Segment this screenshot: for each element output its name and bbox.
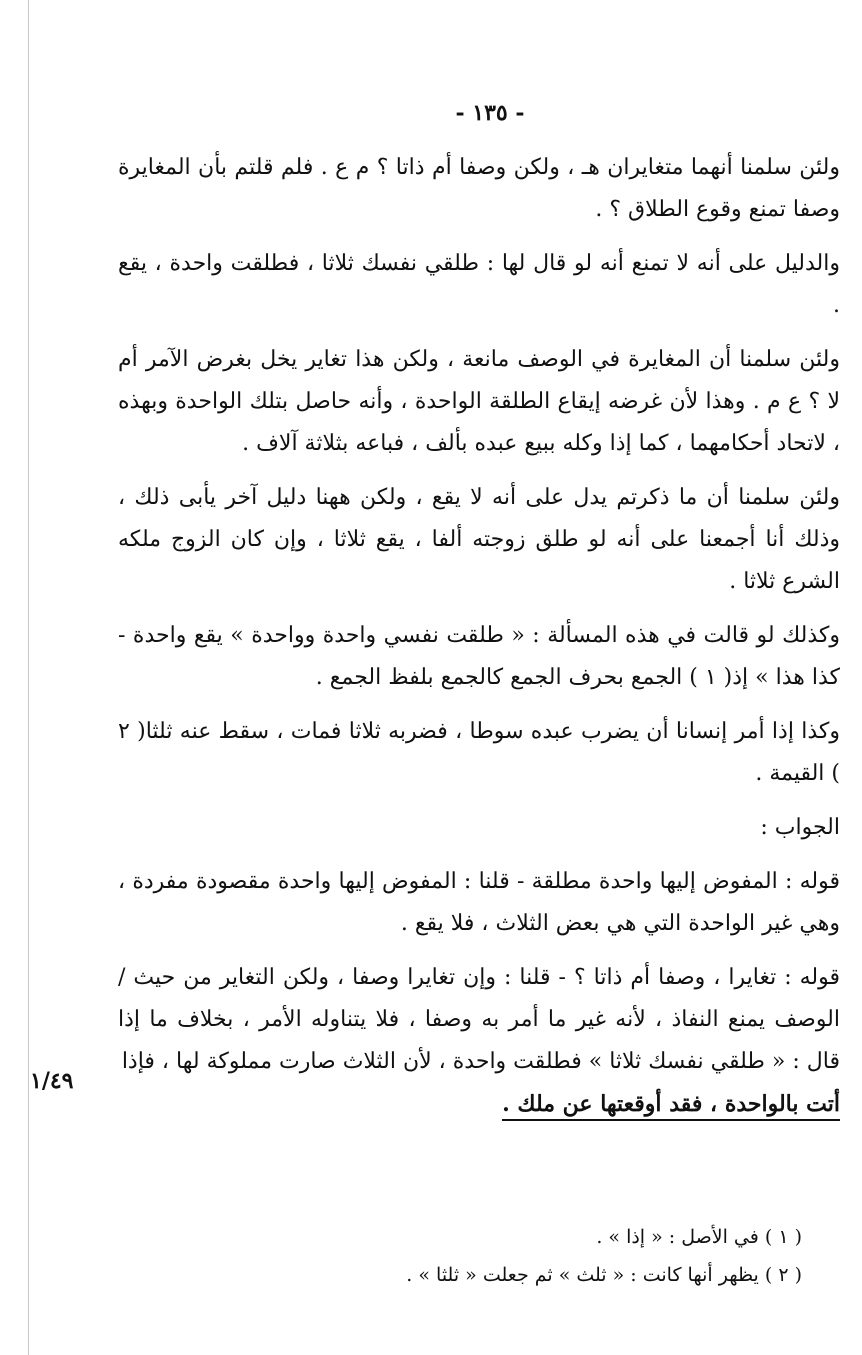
paragraph-3: ولئن سلمنا أن المغايرة في الوصف مانعة ، ولكن هذا تغاير يخل بغرض الآمر أم لا ؟ ع م . وهذا لأن غرضه إيقاع الطلقة الواحدة ، وأنه حاصل بتلك الواحدة وبهذه ، لاتحاد أحكامهما ، كما إذا وكله ببيع عبده بألف ، فباعه بثلاثة آلاف . xyxy=(118,347,840,456)
paragraph-4: ولئن سلمنا أن ما ذكرتم يدل على أنه لا يقع ، ولكن ههنا دليل آخر يأبى ذلك ، وذلك أنا أجمعنا على أنه لو طلق زوجته ألفا ، يقع ثلاثا ، وإن كان الزوج ملكه الشرع ثلاثا . xyxy=(118,485,840,594)
side-folio-note: ١/٤٩ xyxy=(30,1068,74,1094)
answer-closing-line: أتت بالواحدة ، فقد أوقعتها عن ملك . xyxy=(502,1091,840,1121)
answer-closing xyxy=(118,1083,840,1125)
paragraph-1: ولئن سلمنا أنهما متغايران هـ ، ولكن وصفا أم ذاتا ؟ م ع . فلم قلتم بأن المغايرة وصفا تمنع وقوع الطلاق ؟ . xyxy=(118,155,840,222)
page-number: - ١٣٥ - xyxy=(455,100,525,126)
paragraph-2: والدليل على أنه لا تمنع أنه لو قال لها : طلقي نفسك ثلاثا ، فطلقت واحدة ، يقع . xyxy=(118,251,840,318)
main-text xyxy=(118,147,840,1137)
answer-paragraph-1: قوله : المفوض إليها واحدة مطلقة - قلنا : المفوض إليها واحدة مقصودة مفردة ، وهي غير الواحدة التي هي بعض الثلاث ، فلا يقع . xyxy=(118,869,840,936)
paragraph-6: وكذا إذا أمر إنسانا أن يضرب عبده سوطا ، فضربه ثلاثا فمات ، سقط عنه ثلثا( ٢ ) القيمة . xyxy=(118,719,840,786)
answer-heading: الجواب : xyxy=(760,815,840,840)
footnote-2: ( ٢ ) يظهر أنها كانت : « ثلث » ثم جعلت « ثلثا » . xyxy=(406,1264,802,1286)
footnote-1: ( ١ ) في الأصل : « إذا » . xyxy=(596,1226,802,1248)
paragraph-5: وكذلك لو قالت في هذه المسألة : « طلقت نفسي واحدة وواحدة » يقع واحدة - كذا هذا » إذ( ١ ) الجمع بحرف الجمع كالجمع بلفظ الجمع . xyxy=(118,623,840,690)
footnotes xyxy=(302,1218,802,1294)
answer-paragraph-2: قوله : تغايرا ، وصفا أم ذاتا ؟ - قلنا : وإن تغايرا وصفا ، ولكن التغاير من حيث / الوصف يمنع النفاذ ، لأنه غير ما أمر به وصفا ، فلا يتناوله الأمر ، بخلاف ما إذا قال : « طلقي نفسك ثلاثا » فطلقت واحدة ، لأن الثلاث صارت مملوكة لها ، فإذا xyxy=(118,965,840,1074)
margin-rule xyxy=(28,0,29,1355)
